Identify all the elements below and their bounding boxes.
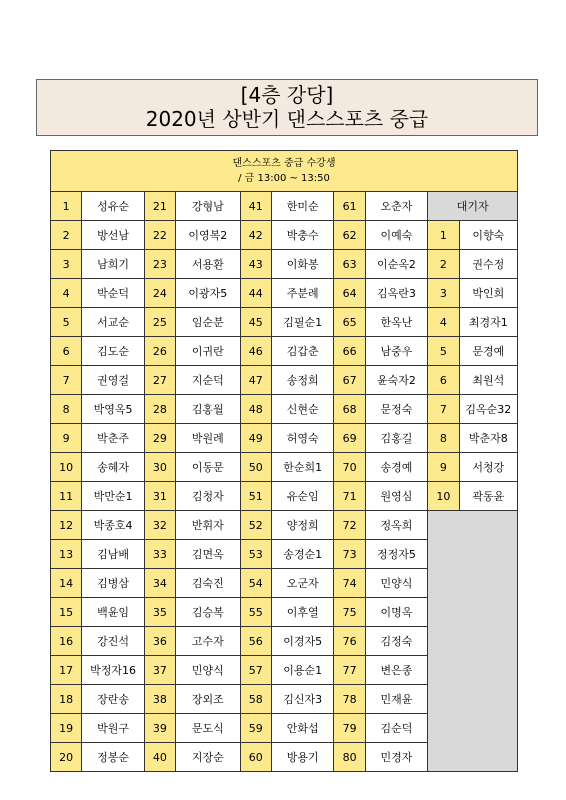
student-name: 원영심 bbox=[365, 482, 428, 511]
student-name: 김병삼 bbox=[82, 569, 145, 598]
title-course: 2020년 상반기 댄스스포츠 중급 bbox=[145, 107, 429, 131]
student-number: 64 bbox=[334, 279, 365, 308]
student-number: 51 bbox=[240, 482, 271, 511]
student-number: 30 bbox=[144, 453, 175, 482]
student-name: 박정자16 bbox=[82, 656, 145, 685]
student-number: 21 bbox=[144, 192, 175, 221]
student-number: 26 bbox=[144, 337, 175, 366]
student-name: 권영걸 bbox=[82, 366, 145, 395]
student-name: 이광자5 bbox=[176, 279, 241, 308]
title-box bbox=[36, 79, 538, 136]
table-row bbox=[51, 366, 518, 395]
student-number: 61 bbox=[334, 192, 365, 221]
student-number: 46 bbox=[240, 337, 271, 366]
student-name: 김청자 bbox=[176, 482, 241, 511]
student-number: 57 bbox=[240, 656, 271, 685]
waitlist-number: 3 bbox=[428, 279, 459, 308]
student-name: 이예숙 bbox=[365, 221, 428, 250]
student-name: 김필순1 bbox=[271, 308, 334, 337]
student-name: 송정희 bbox=[271, 366, 334, 395]
student-number: 62 bbox=[334, 221, 365, 250]
student-name: 박원례 bbox=[176, 424, 241, 453]
table-header-schedule: / 금 13:00 ~ 13:50 bbox=[238, 173, 330, 184]
student-name: 김승복 bbox=[176, 598, 241, 627]
student-number: 19 bbox=[51, 714, 82, 743]
student-name: 서용환 bbox=[176, 250, 241, 279]
student-name: 민재윤 bbox=[365, 685, 428, 714]
waitlist-header: 대기자 bbox=[428, 192, 518, 221]
student-name: 김홍길 bbox=[365, 424, 428, 453]
student-name: 민경자 bbox=[365, 743, 428, 772]
waitlist-number: 9 bbox=[428, 453, 459, 482]
student-number: 74 bbox=[334, 569, 365, 598]
student-number: 65 bbox=[334, 308, 365, 337]
waitlist-name: 김옥순32 bbox=[459, 395, 517, 424]
student-number: 24 bbox=[144, 279, 175, 308]
student-number: 49 bbox=[240, 424, 271, 453]
student-number: 32 bbox=[144, 511, 175, 540]
student-name: 송경예 bbox=[365, 453, 428, 482]
waitlist-name: 박인희 bbox=[459, 279, 517, 308]
waitlist-number: 1 bbox=[428, 221, 459, 250]
student-name: 반휘자 bbox=[176, 511, 241, 540]
student-number: 53 bbox=[240, 540, 271, 569]
student-number: 11 bbox=[51, 482, 82, 511]
student-name: 김순덕 bbox=[365, 714, 428, 743]
student-name: 민양식 bbox=[176, 656, 241, 685]
student-number: 80 bbox=[334, 743, 365, 772]
student-number: 36 bbox=[144, 627, 175, 656]
student-name: 남희기 bbox=[82, 250, 145, 279]
student-name: 허영숙 bbox=[271, 424, 334, 453]
waitlist-name: 박춘자8 bbox=[459, 424, 517, 453]
student-name: 이영복2 bbox=[176, 221, 241, 250]
student-number: 56 bbox=[240, 627, 271, 656]
student-name: 한옥난 bbox=[365, 308, 428, 337]
student-name: 김면옥 bbox=[176, 540, 241, 569]
student-name: 신현순 bbox=[271, 395, 334, 424]
student-number: 5 bbox=[51, 308, 82, 337]
student-number: 59 bbox=[240, 714, 271, 743]
waitlist-name: 서청강 bbox=[459, 453, 517, 482]
table-row bbox=[51, 279, 518, 308]
roster-table bbox=[50, 150, 518, 772]
waitlist-number: 5 bbox=[428, 337, 459, 366]
student-number: 78 bbox=[334, 685, 365, 714]
waitlist-number: 10 bbox=[428, 482, 459, 511]
student-name: 방용기 bbox=[271, 743, 334, 772]
student-number: 54 bbox=[240, 569, 271, 598]
student-number: 2 bbox=[51, 221, 82, 250]
student-name: 오군자 bbox=[271, 569, 334, 598]
student-name: 김갑춘 bbox=[271, 337, 334, 366]
student-number: 79 bbox=[334, 714, 365, 743]
student-number: 71 bbox=[334, 482, 365, 511]
student-name: 이동문 bbox=[176, 453, 241, 482]
student-name: 박원구 bbox=[82, 714, 145, 743]
student-name: 송혜자 bbox=[82, 453, 145, 482]
student-name: 방선남 bbox=[82, 221, 145, 250]
student-name: 정봉순 bbox=[82, 743, 145, 772]
student-number: 4 bbox=[51, 279, 82, 308]
waitlist-number: 8 bbox=[428, 424, 459, 453]
student-name: 지순덕 bbox=[176, 366, 241, 395]
student-number: 27 bbox=[144, 366, 175, 395]
student-name: 이순옥2 bbox=[365, 250, 428, 279]
student-number: 10 bbox=[51, 453, 82, 482]
student-number: 38 bbox=[144, 685, 175, 714]
student-number: 67 bbox=[334, 366, 365, 395]
student-number: 58 bbox=[240, 685, 271, 714]
student-number: 12 bbox=[51, 511, 82, 540]
student-number: 14 bbox=[51, 569, 82, 598]
student-number: 15 bbox=[51, 598, 82, 627]
waitlist-name: 최원석 bbox=[459, 366, 517, 395]
student-number: 1 bbox=[51, 192, 82, 221]
waitlist-name: 문경예 bbox=[459, 337, 517, 366]
student-name: 박영옥5 bbox=[82, 395, 145, 424]
table-header-row bbox=[51, 151, 518, 192]
student-name: 정정자5 bbox=[365, 540, 428, 569]
student-name: 유순임 bbox=[271, 482, 334, 511]
student-name: 장외조 bbox=[176, 685, 241, 714]
student-name: 정옥희 bbox=[365, 511, 428, 540]
table-row bbox=[51, 250, 518, 279]
student-number: 45 bbox=[240, 308, 271, 337]
student-number: 52 bbox=[240, 511, 271, 540]
student-number: 42 bbox=[240, 221, 271, 250]
student-number: 39 bbox=[144, 714, 175, 743]
student-name: 한순희1 bbox=[271, 453, 334, 482]
student-number: 41 bbox=[240, 192, 271, 221]
student-number: 68 bbox=[334, 395, 365, 424]
student-number: 20 bbox=[51, 743, 82, 772]
student-number: 31 bbox=[144, 482, 175, 511]
student-name: 김홍월 bbox=[176, 395, 241, 424]
student-number: 35 bbox=[144, 598, 175, 627]
student-number: 73 bbox=[334, 540, 365, 569]
waitlist-number: 2 bbox=[428, 250, 459, 279]
student-name: 이용순1 bbox=[271, 656, 334, 685]
waitlist-number: 7 bbox=[428, 395, 459, 424]
student-name: 박충수 bbox=[271, 221, 334, 250]
student-number: 76 bbox=[334, 627, 365, 656]
waitlist-name: 이향숙 bbox=[459, 221, 517, 250]
student-name: 송경순1 bbox=[271, 540, 334, 569]
waitlist-number: 4 bbox=[428, 308, 459, 337]
student-name: 백윤임 bbox=[82, 598, 145, 627]
student-number: 69 bbox=[334, 424, 365, 453]
student-name: 남중우 bbox=[365, 337, 428, 366]
student-name: 이화봉 bbox=[271, 250, 334, 279]
student-name: 양정희 bbox=[271, 511, 334, 540]
student-number: 7 bbox=[51, 366, 82, 395]
student-number: 55 bbox=[240, 598, 271, 627]
student-number: 75 bbox=[334, 598, 365, 627]
student-name: 주분례 bbox=[271, 279, 334, 308]
student-name: 윤숙자2 bbox=[365, 366, 428, 395]
student-name: 박만순1 bbox=[82, 482, 145, 511]
student-name: 박순덕 bbox=[82, 279, 145, 308]
student-number: 60 bbox=[240, 743, 271, 772]
table-header bbox=[51, 151, 518, 192]
student-number: 33 bbox=[144, 540, 175, 569]
student-name: 김숙진 bbox=[176, 569, 241, 598]
student-number: 17 bbox=[51, 656, 82, 685]
student-name: 이귀란 bbox=[176, 337, 241, 366]
student-number: 6 bbox=[51, 337, 82, 366]
student-number: 40 bbox=[144, 743, 175, 772]
student-name: 장란송 bbox=[82, 685, 145, 714]
table-row bbox=[51, 308, 518, 337]
student-name: 박춘주 bbox=[82, 424, 145, 453]
student-name: 이후열 bbox=[271, 598, 334, 627]
student-number: 9 bbox=[51, 424, 82, 453]
student-name: 고수자 bbox=[176, 627, 241, 656]
student-name: 강진석 bbox=[82, 627, 145, 656]
table-row bbox=[51, 337, 518, 366]
student-name: 이명옥 bbox=[365, 598, 428, 627]
student-number: 8 bbox=[51, 395, 82, 424]
student-number: 23 bbox=[144, 250, 175, 279]
student-name: 박종호4 bbox=[82, 511, 145, 540]
student-number: 77 bbox=[334, 656, 365, 685]
student-name: 서교순 bbox=[82, 308, 145, 337]
student-name: 안화섭 bbox=[271, 714, 334, 743]
student-name: 이경자5 bbox=[271, 627, 334, 656]
student-number: 44 bbox=[240, 279, 271, 308]
title-location: [4층 강당] bbox=[240, 83, 334, 107]
student-number: 16 bbox=[51, 627, 82, 656]
table-row bbox=[51, 395, 518, 424]
waitlist-name: 권수정 bbox=[459, 250, 517, 279]
table-header-title: 댄스스포츠 중급 수강생 bbox=[232, 158, 336, 169]
student-number: 28 bbox=[144, 395, 175, 424]
student-number: 34 bbox=[144, 569, 175, 598]
student-number: 47 bbox=[240, 366, 271, 395]
table-row bbox=[51, 424, 518, 453]
student-number: 50 bbox=[240, 453, 271, 482]
student-name: 문도식 bbox=[176, 714, 241, 743]
student-name: 김도순 bbox=[82, 337, 145, 366]
table-row bbox=[51, 511, 518, 540]
table-row bbox=[51, 453, 518, 482]
waitlist-number: 6 bbox=[428, 366, 459, 395]
table-row bbox=[51, 221, 518, 250]
waitlist-name: 곽동윤 bbox=[459, 482, 517, 511]
table-row bbox=[51, 482, 518, 511]
student-name: 오춘자 bbox=[365, 192, 428, 221]
student-name: 임순분 bbox=[176, 308, 241, 337]
student-number: 3 bbox=[51, 250, 82, 279]
student-name: 지장순 bbox=[176, 743, 241, 772]
student-name: 문정숙 bbox=[365, 395, 428, 424]
student-number: 13 bbox=[51, 540, 82, 569]
student-name: 민양식 bbox=[365, 569, 428, 598]
student-name: 김정숙 bbox=[365, 627, 428, 656]
student-number: 72 bbox=[334, 511, 365, 540]
student-number: 22 bbox=[144, 221, 175, 250]
student-number: 63 bbox=[334, 250, 365, 279]
table-row bbox=[51, 192, 518, 221]
student-name: 김옥란3 bbox=[365, 279, 428, 308]
empty-waitlist-area bbox=[428, 511, 518, 772]
student-name: 한미순 bbox=[271, 192, 334, 221]
student-number: 43 bbox=[240, 250, 271, 279]
student-number: 66 bbox=[334, 337, 365, 366]
student-name: 김남배 bbox=[82, 540, 145, 569]
student-number: 37 bbox=[144, 656, 175, 685]
student-number: 48 bbox=[240, 395, 271, 424]
student-number: 25 bbox=[144, 308, 175, 337]
student-name: 김신자3 bbox=[271, 685, 334, 714]
student-number: 29 bbox=[144, 424, 175, 453]
waitlist-name: 최경자1 bbox=[459, 308, 517, 337]
student-name: 강형남 bbox=[176, 192, 241, 221]
student-number: 70 bbox=[334, 453, 365, 482]
student-name: 변은종 bbox=[365, 656, 428, 685]
student-name: 성유순 bbox=[82, 192, 145, 221]
student-number: 18 bbox=[51, 685, 82, 714]
